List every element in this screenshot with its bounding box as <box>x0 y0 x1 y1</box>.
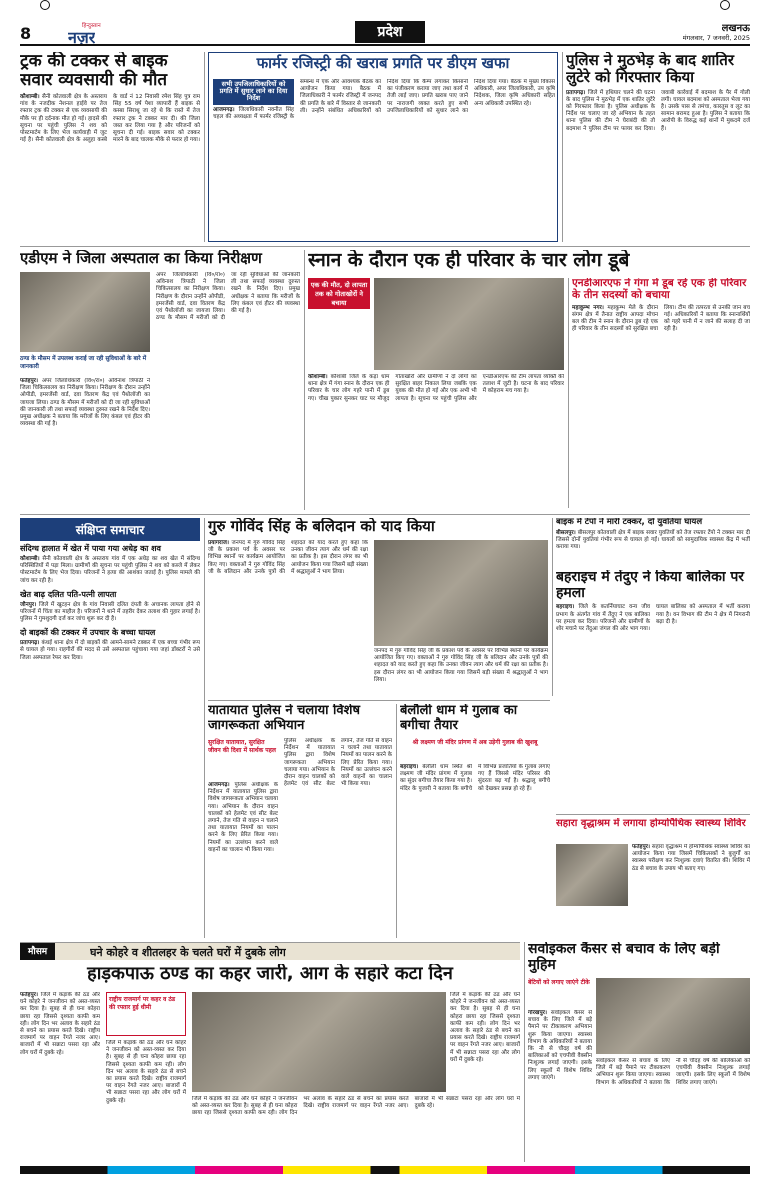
headline: पुलिस ने मुठभेड़ के बाद शातिर लुटेरे को गिरफ्तार किया <box>566 52 734 86</box>
headline: बाइक में टेंपो ने मारी टक्कर, दो युवतियां घायल <box>556 518 703 527</box>
dateline: फतेहपुर। <box>20 992 39 998</box>
story-leopard-attack <box>556 570 750 810</box>
headline: सर्वाइकल कैंसर से बचाव के लिए बड़ी मुहिम <box>528 942 720 973</box>
body-text: सर्वाइकल कैंसर से बचाव के लिए जिले में बड़े पैमाने पर टीकाकरण अभियान शुरू किया जाएगा। स्वास्थ्य विभाग के अधिकारियों ने बताया कि नौ से चौदह वर्ष की बालिकाओं को एचपीवी वैक्सीन निःशुल्क लगाई जाएगी। इसके लिए स्कूलों में विशेष शिविर लगाए जाएंगे। <box>528 1010 592 1081</box>
story-cervical-cancer <box>528 942 750 1162</box>
dateline: प्रतापगढ़। <box>20 640 40 647</box>
photo-caption: ठण्ड के मौसम में उपलब्ध कराई जा रही सुविधाओं के बारे में जानकारी <box>20 356 147 370</box>
body-text: कौशांबी जिले के कड़ा धाम थाना क्षेत्र में गंगा स्नान के दौरान एक ही परिवार के चार लोग गहरे पानी में डूब गए। चीख पुकार सुनकर घाट पर मौजूद गोताखोरों और ग्रामीणों ने दो लोगों को सुरक्षित बाहर निकाल लिया जबकि एक युवक की मौत हो गई और एक अभी भी लापता है। सूचना पर पहुंची पुलिस और एनडीआरएफ की टीम लापता व्यक्ति की तलाश में जुटी है। घटना के बाद परिवार में कोहराम मच गया है। <box>308 374 564 402</box>
body-text: बेलौली धाम स्थित श्री लक्ष्मण जी मंदिर प्रांगण में गुलाब का सुंदर बगीचा तैयार किया गया है। मंदिर के पुजारी ने बताया कि बगीचे में विभिन्न प्रजातियों के गुलाब लगाए गए हैं जिससे मंदिर परिसर की सुंदरता बढ़ गई है। श्रद्धालु बगीचे को देखकर प्रसन्न हो रहे हैं। <box>400 764 550 792</box>
headline: फार्मर रजिस्ट्री की खराब प्रगति पर डीएम खफा <box>256 54 510 72</box>
body-text: कंधई थाना क्षेत्र में दो बाइकों की आमने-सामने टक्कर में एक बच्चा गंभीर रूप से घायल हो गया। राहगीरों की मदद से उसे अस्पताल पहुंचाया गया जहां डॉक्टरों ने उसे जिला अस्पताल रेफर कर दिया। <box>20 640 200 661</box>
headline: बहराइच में तेंदुए ने किया बालिका पर हमला <box>556 570 745 601</box>
body-text: बीसलपुर कोतवाली क्षेत्र में बाइक सवार युवतियों को तेज रफ्तार टेंपो ने टक्कर मार दी जिससे दोनों युवतियां गंभीर रूप से घायल हो गईं। घायलों को सामुदायिक स्वास्थ्य केंद्र में भर्ती कराया गया। <box>556 529 750 550</box>
subheadline: श्री लक्ष्मण जी मंदिर प्रांगण में अब उड़ेगी गुलाब की खुशबू <box>412 739 538 746</box>
body-text: सैनी कोतवाली क्षेत्र के अस्तराय गांव के नजदीक नेशनल हाईवे पर तेज रफ्तार ट्रक की टक्कर से एक व्यवसायी की मौके पर ही दर्दनाक मौत हो गई। हादसे की सूचना पर पहुंची पुलिस ने शव को पोस्टमार्टम के लिए भेज कार्यवाही में जुट गई है। सैनी कोतवाली क्षेत्र के अलुहा कस्बे के वार्ड नं 12 निवासी रमेश सिंह पुत्र राम सिंह 55 वर्ष पेशा व्यापारी हैं बाइक से कस्बा सिराथू जा रहे थे कि रास्ते में तेज रफ्तार ट्रक ने टक्कर मार दी। की जिला जब्त कर लिया गया है और परिजनों को सूचना दी गई। बाइक सवार को टक्कर मारने के बाद चालक मौके से फरार हो गया। <box>20 94 200 144</box>
registration-mark <box>40 0 50 10</box>
headline: दो बाइकों की टक्कर में उपचार के बच्चा घायल <box>20 628 156 638</box>
print-color-bar <box>20 1166 750 1174</box>
headline: स्नान के दौरान एक ही परिवार के चार लोग डूबे <box>308 250 630 271</box>
dateline: महाकुम्भ नगर। <box>572 304 604 311</box>
body-text-continued: जनपद में गुरु गोविंद सिंह जी के प्रकाश पर्व के अवसर पर विभिन्न स्थानों पर कार्यक्रम आयोजित किए गए। वक्ताओं ने गुरु गोविंद सिंह जी के बलिदान और उनके पुत्रों की शहादत को याद करते हुए कहा कि उनका जीवन त्याग और धर्म की रक्षा का प्रतीक है। इस दौरान लंगर का भी आयोजन किया गया जिसमें बड़ी संख्या में श्रद्धालुओं ने भाग लिया। <box>374 648 548 683</box>
brief-news-column <box>20 518 200 938</box>
body-text: जिले के कतर्नियाघाट वन्य जीव प्रभाग के अंतर्गत गांव में तेंदुए ने एक बालिका पर हमला कर दिया। परिजनों और ग्रामीणों के शोर मचाने पर तेंदुआ जंगल की ओर भाग गया। घायल बालिका को अस्पताल में भर्ती कराया गया है। वन विभाग की टीम ने क्षेत्र में निगरानी बढ़ा दी है। <box>556 604 750 632</box>
story-ndrf-rescue <box>572 278 750 508</box>
story-police-encounter <box>566 52 750 242</box>
hospital-photo <box>20 272 150 352</box>
river-rescue-photo <box>374 278 564 370</box>
headline: खेत बाढ़ दलित पति-पत्नी लापता <box>20 589 117 599</box>
subheadline: एक की मौत, दो लापता तक को गोताखोरों ने बचाया <box>308 278 370 309</box>
masthead <box>20 20 750 46</box>
body-text: महाकुम्भ मेले के दौरान संगम क्षेत्र में तैनात राष्ट्रीय आपदा मोचन बल की टीम ने स्नान के दौरान डूब रहे एक ही परिवार के तीन सदस्यों को सुरक्षित बचा लिया। टीम की तत्परता से उनकी जान बच गई। अधिकारियों ने बताया कि स्नानार्थियों को गहरे पानी में न जाने की सलाह दी जा रही है। <box>572 304 750 333</box>
body-text-continued: अपर जिलाधिकारी (वि०/रा०) अविनाश त्रिपाठी ने जिला चिकित्सालय का निरीक्षण किया। निरीक्षण के दौरान उन्होंने ओपीडी, इमरजेंसी वार्ड, दवा वितरण केंद्र एवं पैथोलॉजी का जायजा लिया। ठण्ड के मौसम में मरीजों को दी जा रही सुविधाओं की जानकारी ली तथा सफाई व्यवस्था दुरुस्त रखने के निर्देश दिए। प्रमुख अधीक्षक ने बताया कि मरीजों के लिए कंबल एवं हीटर की व्यवस्था की गई है। <box>156 272 300 322</box>
page-number: 8 <box>20 24 32 43</box>
city-name: लखनऊ <box>721 23 750 34</box>
body-text: जिले में खुटहन क्षेत्र के गांव निवासी दलित दंपती के अचानक लापता होने से परिजनों में चिंता का माहौल है। परिजनों ने थाने में तहरीर देकर तलाश की गुहार लगाई है। पुलिस ने गुमशुदगी दर्ज कर जांच शुरू कर दी है। <box>20 601 200 623</box>
headline: एनडीआरएफ ने गंगा में डूब रहे एक ही परिवार के तीन सदस्यों को बचाया <box>572 278 747 301</box>
dateline: बहराइच। <box>400 764 419 770</box>
headline: यातायात पुलिस ने चलाया विशेष जागरूकता अभियान <box>208 704 360 733</box>
story-farmer-registry <box>208 52 558 242</box>
registration-mark <box>720 0 730 10</box>
body-text-continued: सर्वाइकल कैंसर से बचाव के लिए जिले में बड़े पैमाने पर टीकाकरण अभियान शुरू किया जाएगा। स्वास्थ्य विभाग के अधिकारियों ने बताया कि नौ से चौदह वर्ष की बालिकाओं को एचपीवी वैक्सीन निःशुल्क लगाई जाएगी। इसके लिए स्कूलों में विशेष शिविर लगाए जाएंगे। <box>596 1058 750 1086</box>
body-text: सहारा वृद्धाश्रम में होम्योपैथिक स्वास्थ्य शिविर का आयोजन किया गया जिसमें चिकित्सकों ने बुजुर्गों का स्वास्थ्य परीक्षण कर निःशुल्क दवाएं वितरित कीं। शिविर में ठंड से बचाव के उपाय भी बताए गए। <box>632 844 750 872</box>
weather-strip <box>20 942 520 960</box>
dateline: आजमगढ़। <box>208 782 230 788</box>
headline: सहारा वृद्धाश्रम में लगाया होम्योपैथिक स्वास्थ्य शिविर <box>556 818 746 829</box>
dateline: फतेहपुर। <box>632 844 651 850</box>
dateline: फतेहपुर। <box>20 378 39 384</box>
body-text: जिले में कड़ाके की ठंड और घने कोहरे ने जनजीवन को अस्त-व्यस्त कर दिया है। सुबह से ही घना कोहरा छाया रहा जिससे दृश्यता काफी कम रही। लोग दिन भर अलाव के सहारे ठंड से बचने का प्रयास करते दिखे। राष्ट्रीय राजमार्ग पर वाहन रेंगते नजर आए। बाजारों में भी सन्नाटा पसरा रहा और लोग घरों में दुबके रहे। <box>20 992 100 1056</box>
dateline: प्रतापगढ़। <box>566 89 586 96</box>
weather-tag: मौसम <box>20 943 55 960</box>
body-text-continued: जिले में कड़ाके की ठंड और घने कोहरे ने जनजीवन को अस्त-व्यस्त कर दिया है। सुबह से ही घना कोहरा छाया रहा जिससे दृश्यता काफी कम रही। लोग दिन भर अलाव के सहारे ठंड से बचने का प्रयास करते दिखे। राष्ट्रीय राजमार्ग पर वाहन रेंगते नजर आए। बाजारों में भी सन्नाटा पसरा रहा और लोग घरों में दुबके रहे। <box>192 1096 520 1117</box>
headline: संदिग्ध हालात में खेत में पाया गया अधेड़ का शव <box>20 544 161 553</box>
dateline: गोरखपुर। <box>528 1010 548 1016</box>
body-text: जिलाधिकारी नवनीत सिंह चहल की अध्यक्षता में फार्मर रजिस्ट्री के सम्बन्ध में एक और आवश्यक बैठक का आयोजन किया गया। बैठक में जिलाधिकारी ने फार्मर रजिस्ट्री में जनपद की प्रगति के बारे में विस्तार से जानकारी ली। उन्होंने संबंधित अधिकारियों को निर्देश दिया कि कैम्प लगाकर किसानों का पंजीकरण कराया जाए तथा कार्य में तेजी लाई जाए। प्रगति खराब पाए जाने पर नाराजगी व्यक्त करते हुए सभी उपजिलाधिकारियों को सुधार लाने का निर्देश दिया गया। बैठक में मुख्य विकास अधिकारी, अपर जिलाधिकारी, उप कृषि निदेशक, जिला कृषि अधिकारी सहित अन्य अधिकारी उपस्थित रहे। <box>213 79 555 120</box>
dateline: आजमगढ़। <box>213 106 235 113</box>
subheadline: राष्ट्रीय राजमार्ग पर कहर व ठंड की रफ्तार हुई धीमी <box>109 996 176 1011</box>
story-homeopathy-camp <box>556 818 750 938</box>
dateline: कौशाम्बी। <box>20 94 40 101</box>
dateline: कौशाम्बी। <box>20 555 40 562</box>
headline: बेलौली धाम में गुलाब का बगीचा तैयार <box>400 704 518 733</box>
body-text: सैनी कोतवाली क्षेत्र के अस्तराय गांव में एक अधेड़ का शव खेत में संदिग्ध परिस्थितियों में पड़ा मिला। ग्रामीणों की सूचना पर पहुंची पुलिस ने शव को कब्जे में लेकर पोस्टमार्टम के लिए भेज दिया। परिजनों ने हत्या की आशंका जताई है। पुलिस मामले की जांच कर रही है। <box>20 555 200 584</box>
story-drowning <box>308 250 750 510</box>
body-text-continued: पुलिस अधीक्षक के निर्देशन में यातायात पुलिस द्वारा विशेष जागरूकता अभियान चलाया गया। अभियान के दौरान वाहन चालकों को हेलमेट एवं सीट बेल्ट लगाने, तेज गति से वाहन न चलाने तथा यातायात नियमों का पालन करने के लिए प्रेरित किया गया। नियमों का उल्लंघन करने वाले वाहनों का चालान भी किया गया। <box>284 738 392 788</box>
story-rose-garden <box>400 704 550 938</box>
section-title: प्रदेश <box>355 21 425 43</box>
brand-logo: हिन्दुस्तान नज़र <box>68 23 101 45</box>
headline: ट्रक की टक्कर से बाइक सवार व्यवसायी की मौत <box>20 52 168 91</box>
weather-headline: घने कोहरे व शीतलहर के चलते घरों में दुबके लोग <box>90 946 286 959</box>
body-text: पुलिस अधीक्षक के निर्देशन में यातायात पुलिस द्वारा विशेष जागरूकता अभियान चलाया गया। अभियान के दौरान वाहन चालकों को हेलमेट एवं सीट बेल्ट लगाने, तेज गति से वाहन न चलाने तथा यातायात नियमों का पालन करने के लिए प्रेरित किया गया। नियमों का उल्लंघन करने वाले वाहनों का चालान भी किया गया। <box>208 782 278 853</box>
issue-date: मंगलवार, 7 जनवरी, 2025 <box>682 34 750 42</box>
dateline: जौनपुर। <box>20 601 37 608</box>
headline: हाड़कपाऊ ठण्ड का कहर जारी, आग के सहारे कटा दिन <box>87 964 453 984</box>
body-text-continued: जिले में कड़ाके की ठंड और घने कोहरे ने जनजीवन को अस्त-व्यस्त कर दिया है। सुबह से ही घना कोहरा छाया रहा जिससे दृश्यता काफी कम रही। लोग दिन भर अलाव के सहारे ठंड से बचने का प्रयास करते दिखे। राष्ट्रीय राजमार्ग पर वाहन रेंगते नजर आए। बाजारों में भी सन्नाटा पसरा रहा और लोग घरों में दुबके रहे। <box>106 1040 186 1104</box>
dateline: बहराइच। <box>556 604 575 611</box>
subheadline: बेटियों को लगाए जाएंगे टीके <box>528 979 590 986</box>
body-text: जिले में हथियार चलने की घटना के बाद पुलिस ने मुठभेड़ में एक शातिर लुटेरे को गिरफ्तार किया है। पुलिस अधीक्षक के निर्देश पर चलाए जा रहे अभियान के तहत थाना पुलिस की टीम ने घेराबंदी की तो बदमाश ने पुलिस टीम पर फायर कर दिया। जवाबी कार्रवाई में बदमाश के पैर में गोली लगी। घायल बदमाश को अस्पताल भेजा गया है। उसके पास से तमंचा, कारतूस व लूट का सामान बरामद हुआ है। पुलिस ने बताया कि आरोपी के विरुद्ध कई थानों में मुकदमे दर्ज हैं। <box>566 89 750 132</box>
dateline: प्रयागराज। <box>208 540 230 546</box>
dateline: बीसलपुर। <box>556 529 576 536</box>
ceremony-photo <box>374 540 548 646</box>
story-truck-accident <box>20 52 200 242</box>
story-adm-hospital <box>20 250 300 510</box>
body-text: जनपद में गुरु गोविंद सिंह जी के प्रकाश पर्व के अवसर पर विभिन्न स्थानों पर कार्यक्रम आयोजित किए गए। वक्ताओं ने गुरु गोविंद सिंह जी के बलिदान और उनके पुत्रों की शहादत को याद करते हुए कहा कि उनका जीवन त्याग और धर्म की रक्षा का प्रतीक है। इस दौरान लंगर का भी आयोजन किया गया जिसमें बड़ी संख्या में श्रद्धालुओं ने भाग लिया। <box>208 540 368 575</box>
body-text-continued: जिले में कड़ाके की ठंड और घने कोहरे ने जनजीवन को अस्त-व्यस्त कर दिया है। सुबह से ही घना कोहरा छाया रहा जिससे दृश्यता काफी कम रही। लोग दिन भर अलाव के सहारे ठंड से बचने का प्रयास करते दिखे। राष्ट्रीय राजमार्ग पर वाहन रेंगते नजर आए। बाजारों में भी सन्नाटा पसरा रहा और लोग घरों में दुबके रहे। <box>450 992 520 1063</box>
body-text: अपर जिलाधिकारी (वि०/रा०) अविनाश त्रिपाठी ने जिला चिकित्सालय का निरीक्षण किया। निरीक्षण के दौरान उन्होंने ओपीडी, इमरजेंसी वार्ड, दवा वितरण केंद्र एवं पैथोलॉजी का जायजा लिया। ठण्ड के मौसम में मरीजों को दी जा रही सुविधाओं की जानकारी ली तथा सफाई व्यवस्था दुरुस्त रखने के निर्देश दिए। प्रमुख अधीक्षक ने बताया कि मरीजों के लिए कंबल एवं हीटर की व्यवस्था की गई है। <box>20 378 150 428</box>
section-heading: संक्षिप्त समाचार <box>20 518 200 541</box>
subheadline: सभी उपजिलाधिकारियों को प्रगति में सुधार लाने का दिया निर्देश <box>213 79 294 105</box>
headline: एडीएम ने जिला अस्पताल का किया निरीक्षण <box>20 250 262 267</box>
story-cold-wave <box>20 964 520 1162</box>
medical-photo <box>596 978 750 1054</box>
subheadline: सुरक्षित यातायात, सुरक्षित जीवन की दिशा में सार्थक पहल <box>208 739 276 754</box>
headline: गुरु गोविंद सिंह के बलिदान को याद किया <box>208 518 435 535</box>
camp-photo <box>556 844 628 906</box>
story-traffic-awareness <box>208 704 392 938</box>
story-guru-gobind-singh <box>208 518 548 696</box>
bonfire-photo <box>192 992 446 1092</box>
dateline: कौशाम्बी। <box>308 374 328 380</box>
